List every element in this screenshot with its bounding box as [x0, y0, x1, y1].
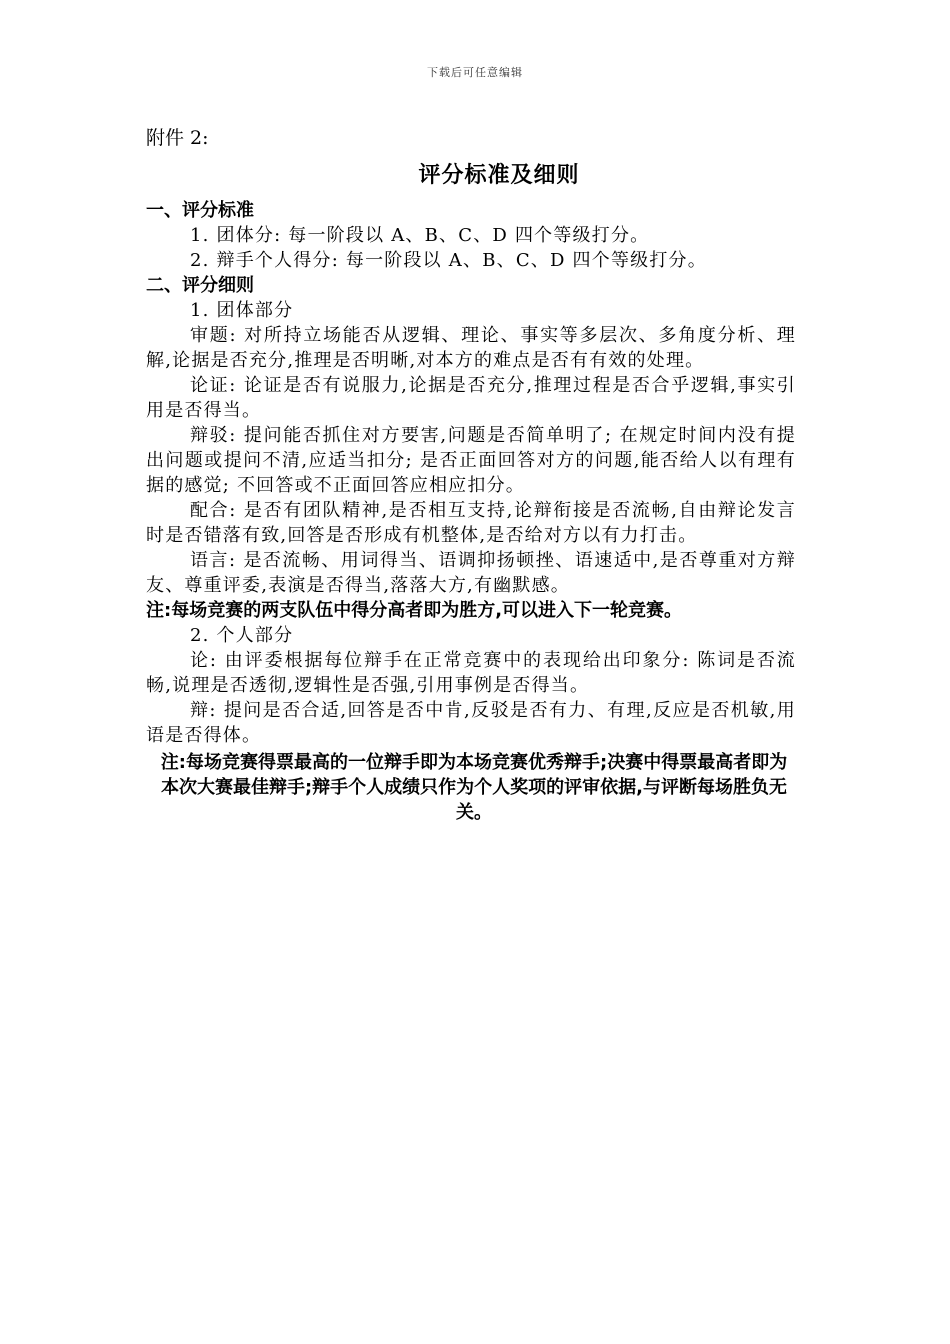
note-best-debater: 注:每场竞赛得票最高的一位辩手即为本场竞赛优秀辩手;决赛中得票最高者即为本次大赛最佳辩手;辩手个人成绩只作为个人奖项的评审依据,与评断每场胜负无关。 [160, 752, 788, 823]
paragraph-language: 语言: 是否流畅、用词得当、语调抑扬顿挫、语速适中,是否尊重对方辩友、尊重评委,表演是否得当,落落大方,有幽默感。 [146, 550, 796, 596]
section-heading-standards: 一、评分标准 [146, 200, 254, 221]
subheading-individual: 2. 个人部分 [190, 625, 294, 646]
note-team-winner: 注:每场竞赛的两支队伍中得分高者即为胜方,可以进入下一轮竞赛。 [146, 600, 683, 621]
document-body [146, 124, 796, 825]
standard-item-individual: 2. 辩手个人得分: 每一阶段以 A、B、C、D 四个等级打分。 [190, 250, 707, 271]
standard-item-team: 1. 团体分: 每一阶段以 A、B、C、D 四个等级打分。 [190, 225, 650, 246]
paragraph-rebuttal: 辩驳: 提问能否抓住对方要害,问题是否简单明了; 在规定时间内没有提出问题或提问不清,应适当扣分; 是否正面回答对方的问题,能否给人以有理有据的感觉; 不回答或不正面回答应相应扣分。 [146, 425, 796, 496]
paragraph-statement: 论: 由评委根据每位辩手在正常竞赛中的表现给出印象分: 陈词是否流畅,说理是否透彻,逻辑性是否强,引用事例是否得当。 [146, 650, 796, 696]
paragraph-debate: 辩: 提问是否合适,回答是否中肯,反驳是否有力、有理,反应是否机敏,用语是否得体。 [146, 700, 796, 746]
header-note: 下载后可任意编辑 [427, 66, 523, 79]
paragraph-teamwork: 配合: 是否有团队精神,是否相互支持,论辩衔接是否流畅,自由辩论发言时是否错落有致,回答是否形成有机整体,是否给对方以有力打击。 [146, 500, 796, 546]
paragraph-argumentation: 论证: 论证是否有说服力,论据是否充分,推理过程是否合乎逻辑,事实引用是否得当。 [146, 375, 796, 421]
section-heading-details: 二、评分细则 [146, 275, 254, 296]
subheading-team: 1. 团体部分 [190, 300, 294, 321]
paragraph-topic-review: 审题: 对所持立场能否从逻辑、理论、事实等多层次、多角度分析、理解,论据是否充分,推理是否明晰,对本方的难点是否有有效的处理。 [146, 325, 796, 371]
document-title: 评分标准及细则 [418, 162, 580, 188]
annex-label: 附件 2: [146, 127, 209, 149]
